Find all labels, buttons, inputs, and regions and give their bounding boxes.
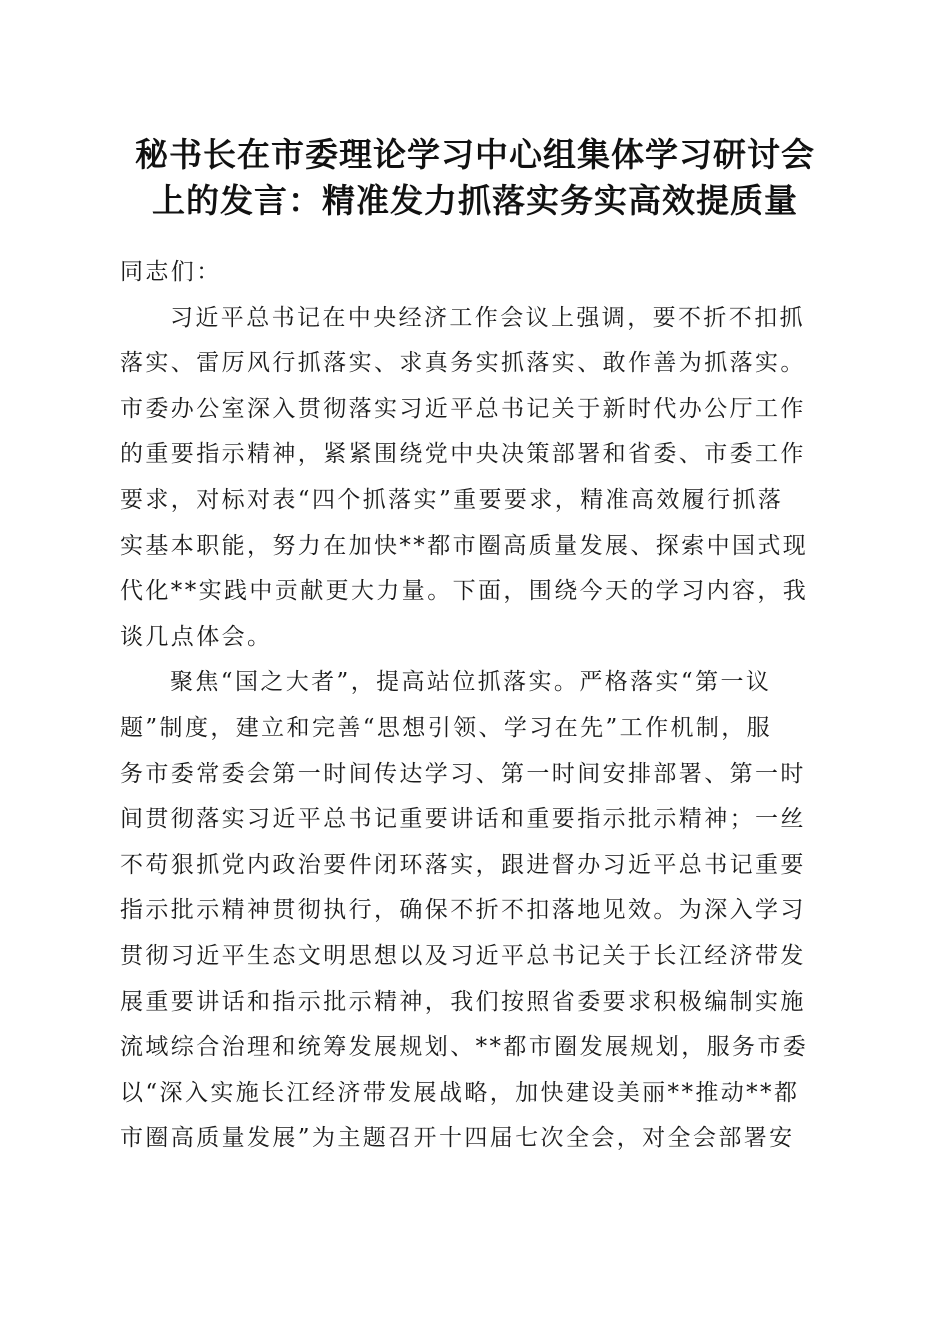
paragraph-line: 的重要指示精神，紧紧围绕党中央决策部署和省委、市委工作 [120,441,806,468]
paragraph-line: 习近平总书记在中央经济工作会议上强调，要不折不扣抓 [170,304,805,331]
paragraph-line: 落实、雷厉风行抓落实、求真务实抓落实、敢作善为抓落实。 [120,350,806,377]
paragraph-line: 题”制度，建立和完善“思想引领、学习在先”工作机制，服 [120,714,773,741]
paragraph-line: 要求，对标对表“四个抓落实”重要要求，精准高效履行抓落 [120,486,784,513]
document-body [120,250,832,1162]
paragraph-1 [120,296,832,661]
paragraph-line: 贯彻习近平生态文明思想以及习近平总书记关于长江经济带发 [120,942,806,969]
salutation: 同志们： [120,259,222,285]
paragraph-line: 市委办公室深入贯彻落实习近平总书记关于新时代办公厅工作 [120,395,806,422]
paragraph-line: 指示批示精神贯彻执行，确保不折不扣落地见效。为深入学习 [120,897,806,924]
title-line: 秘书长在市委理论学习中心组集体学习研讨会 [135,135,815,174]
paragraph-2 [120,660,832,1162]
paragraph-line: 不苟狠抓党内政治要件闭环落实，跟进督办习近平总书记重要 [120,851,806,878]
paragraph-line: 展重要讲话和指示批示精神，我们按照省委要求积极编制实施 [120,988,806,1015]
paragraph-line: 实基本职能，努力在加快**都市圈高质量发展、探索中国式现 [120,532,809,559]
paragraph-line: 代化**实践中贡献更大力量。下面，围绕今天的学习内容，我 [120,578,809,605]
paragraph-line: 务市委常委会第一时间传达学习、第一时间安排部署、第一时 [120,760,806,787]
title-line: 上的发言：精准发力抓落实务实高效提质量 [152,181,798,220]
document-title [100,132,850,224]
paragraph-line: 市圈高质量发展”为主题召开十四届七次全会，对全会部署安 [120,1125,795,1152]
paragraph-line: 以“深入实施长江经济带发展战略，加快建设美丽**推动**都 [120,1079,800,1106]
paragraph-line: 谈几点体会。 [120,623,273,650]
paragraph-line: 间贯彻落实习近平总书记重要讲话和重要指示批示精神；一丝 [120,806,806,833]
paragraph-line: 流域综合治理和统筹发展规划、**都市圈发展规划，服务市委 [120,1034,809,1061]
paragraph-line: 聚焦“国之大者”，提高站位抓落实。严格落实“第一议 [170,669,772,696]
